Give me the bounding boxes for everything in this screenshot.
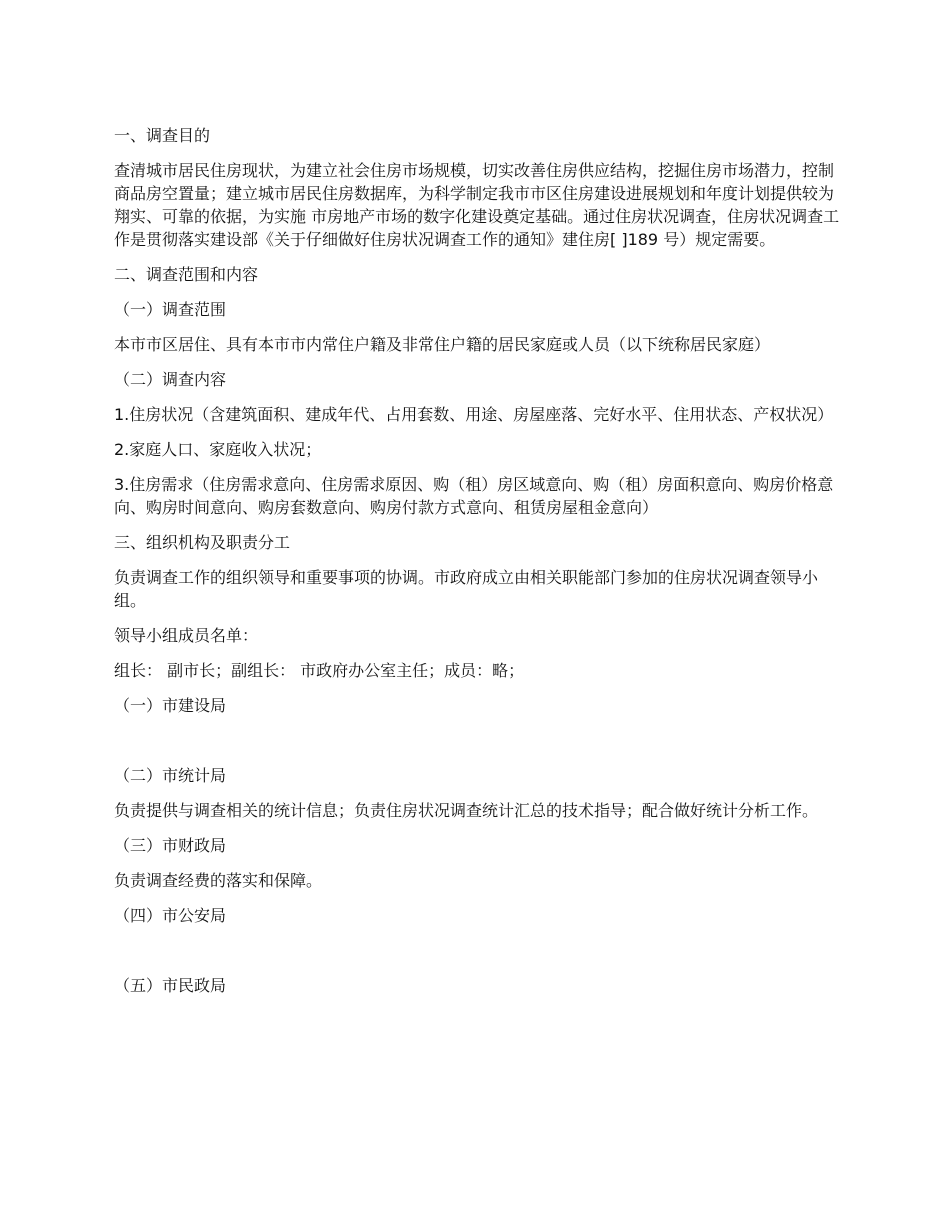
subheading-construction-bureau: （一）市建设局 <box>114 696 227 715</box>
section-heading-scope: 二、调查范围和内容 <box>114 265 259 284</box>
finance-bureau-duties: 负责调查经费的落实和保障。 <box>114 871 323 890</box>
section-heading-organization: 三、组织机构及职责分工 <box>114 533 291 552</box>
subheading-civil-affairs-bureau: （五）市民政局 <box>114 976 227 995</box>
purpose-paragraph: 查清城市居民住房现状，为建立社会住房市场规模，切实改善住房供应结构，挖掘住房市场潜力，控制商品房空置量；建立城市居民住房数据库，为科学制定我市市区住房建设进展规划和年度计划提供较为翔实、可靠的依据，为实施 市房地产市场的数字化建设奠定基础。通过住房状况调查，住房状况调查工作是贯彻落实建设部《关于仔细做好住房状况调查工作的通知》建住房[ ]189 号）规定需要。 <box>114 161 840 249</box>
organization-paragraph: 负责调查工作的组织领导和重要事项的协调。市政府成立由相关职能部门参加的住房状况调查领导小组。 <box>114 568 819 610</box>
blank-space <box>114 729 842 764</box>
section-heading-purpose: 一、调查目的 <box>114 126 211 145</box>
blank-space <box>114 939 842 974</box>
subheading-finance-bureau: （三）市财政局 <box>114 836 227 855</box>
content-item-3: 3.住房需求（住房需求意向、住房需求原因、购（租）房区域意向、购（租）房面积意向、购房价格意向、购房时间意向、购房套数意向、购房付款方式意向、租赁房屋租金意向） <box>114 475 834 517</box>
content-item-1: 1.住房状况（含建筑面积、建成年代、占用套数、用途、房屋座落、完好水平、住用状态、产权状况） <box>114 405 834 424</box>
subheading-scope: （一）调查范围 <box>114 300 227 319</box>
leadership-list-label: 领导小组成员名单： <box>114 626 259 645</box>
subheading-public-security-bureau: （四）市公安局 <box>114 906 227 925</box>
statistics-bureau-duties: 负责提供与调查相关的统计信息；负责住房状况调查统计汇总的技术指导；配合做好统计分析工作。 <box>114 801 819 820</box>
content-item-2: 2.家庭人口、家庭收入状况； <box>114 440 322 459</box>
scope-paragraph: 本市市区居住、具有本市市内常住户籍及非常住户籍的居民家庭或人员（以下统称居民家庭） <box>114 335 771 354</box>
subheading-content: （二）调查内容 <box>114 370 227 389</box>
subheading-statistics-bureau: （二）市统计局 <box>114 766 227 785</box>
leadership-members: 组长： 副市长；副组长： 市政府办公室主任；成员：略； <box>114 661 525 680</box>
document-body <box>114 124 842 1009</box>
